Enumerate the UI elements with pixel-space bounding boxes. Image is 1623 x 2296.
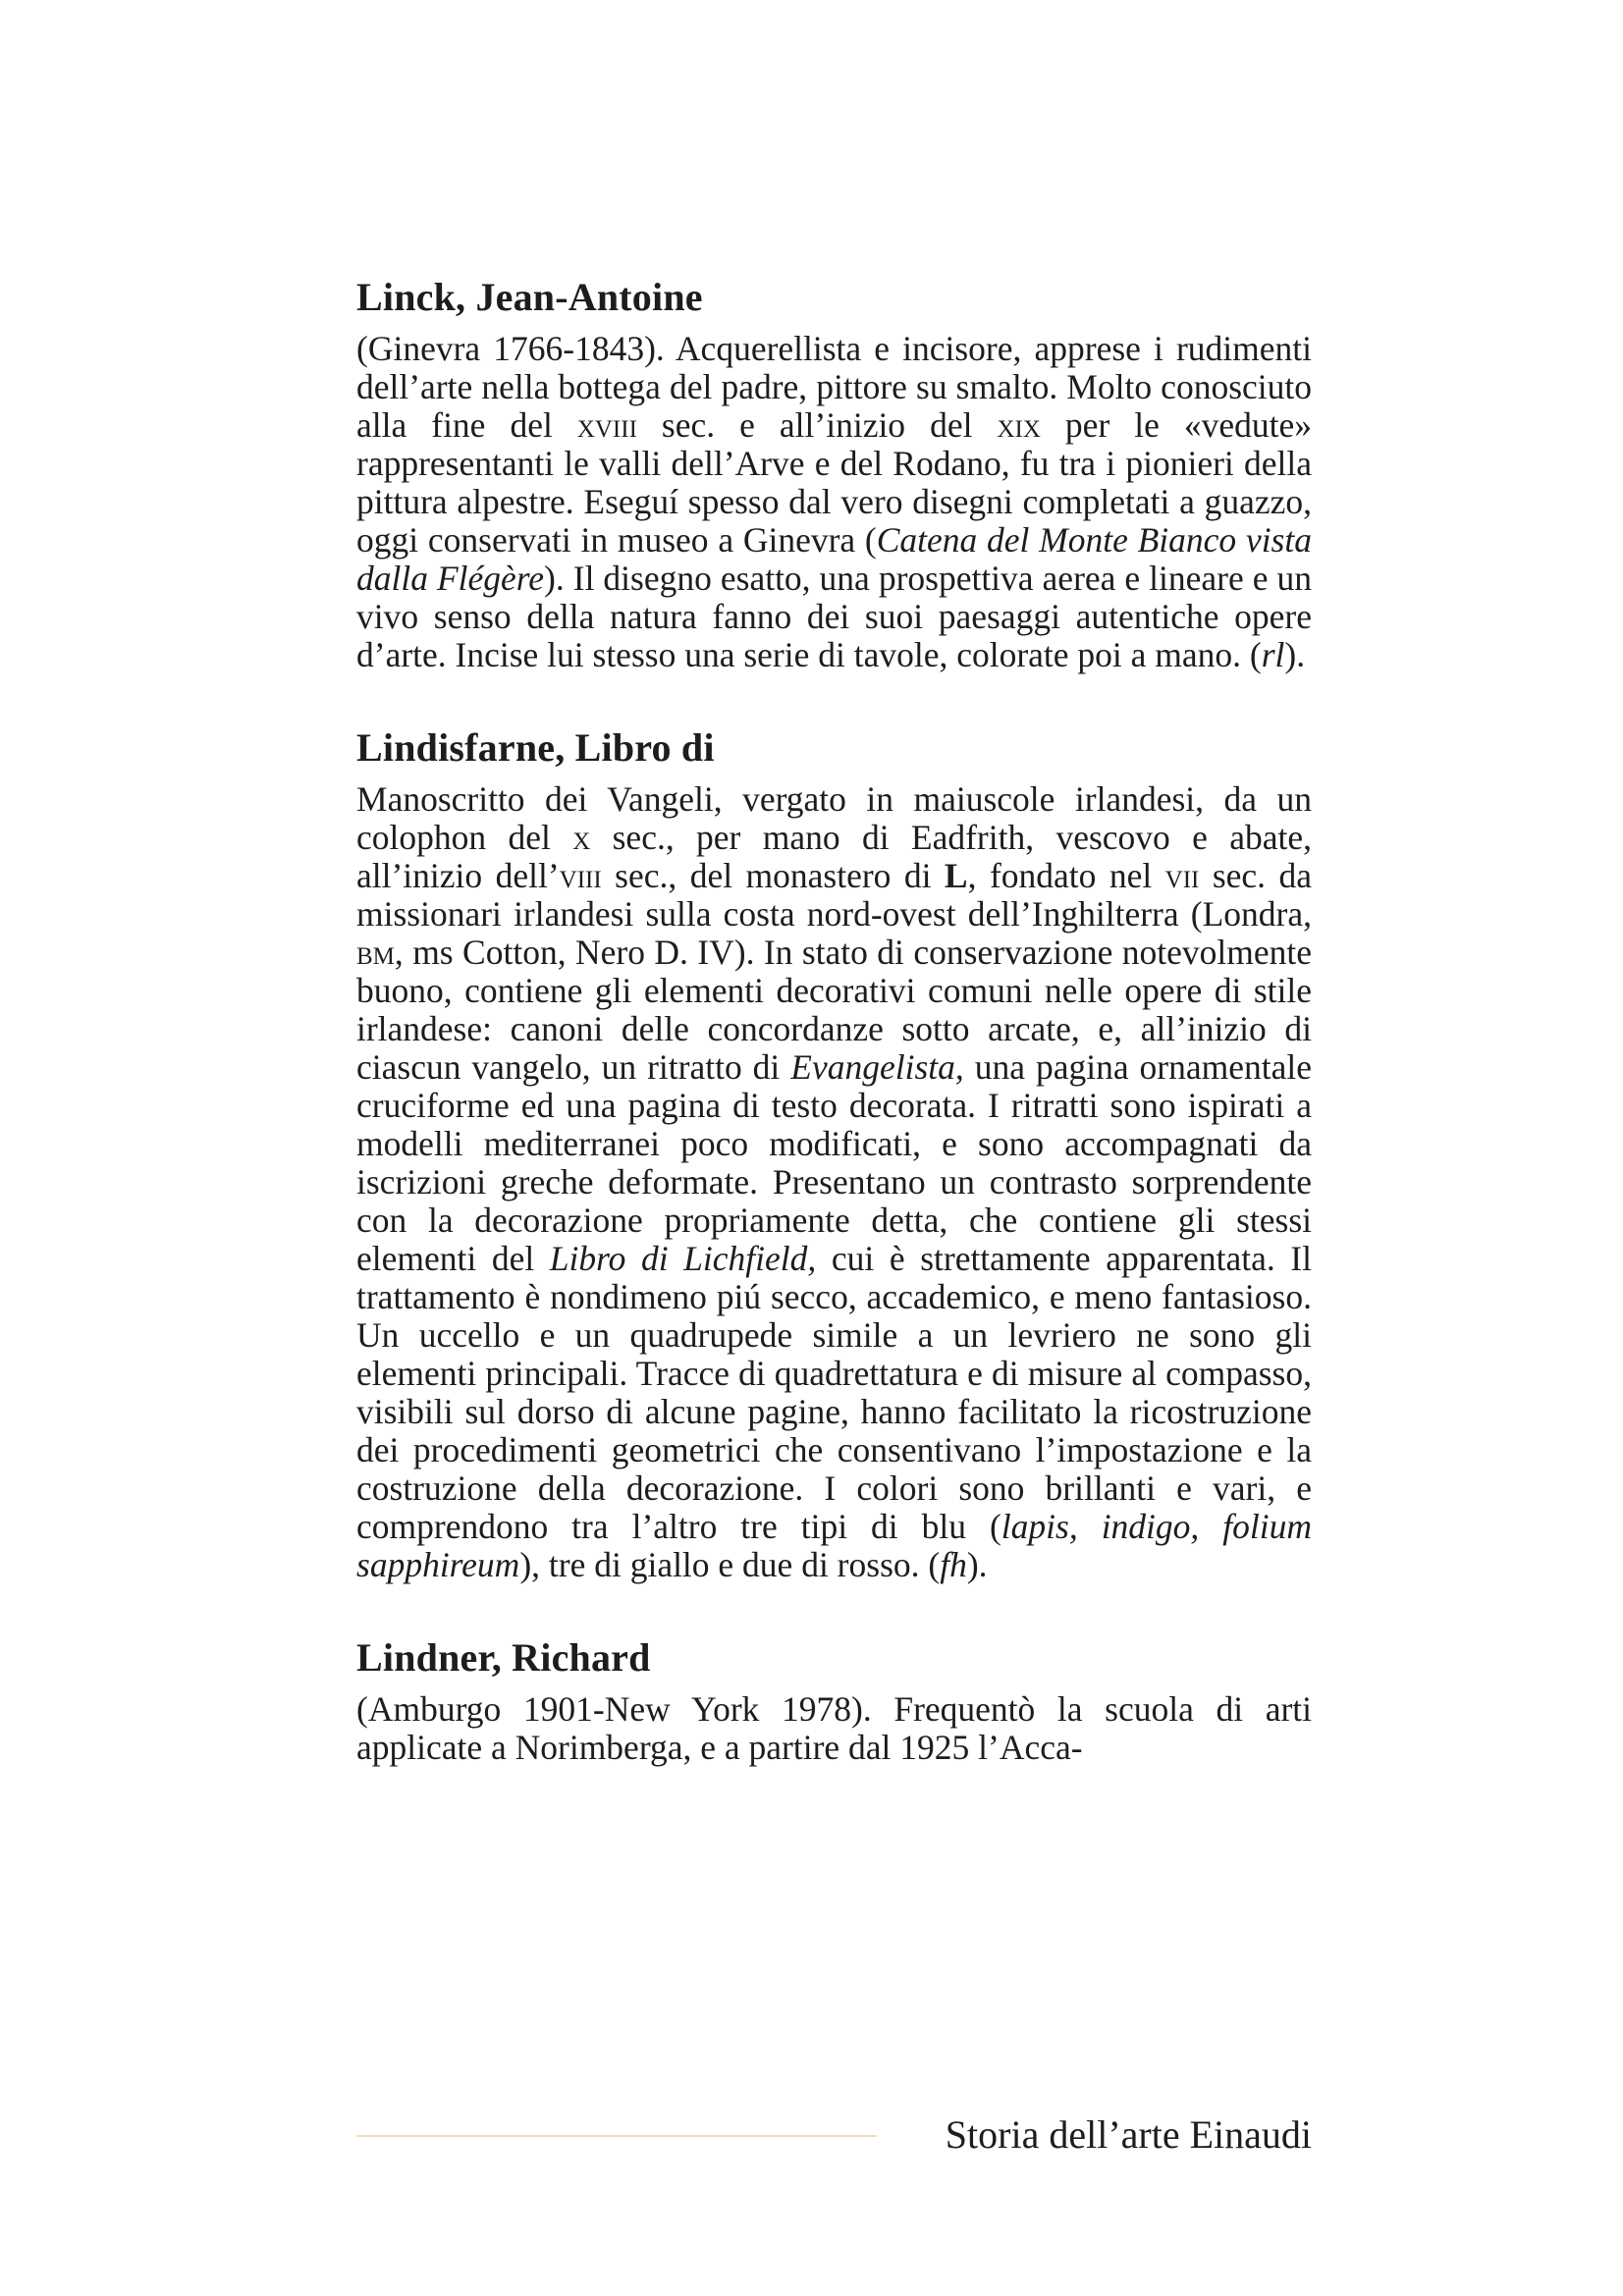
dictionary-entries	[356, 275, 1312, 1818]
entry-text: (Ginevra 1766-1843). Acquerellista e incisore, apprese i rudimenti dell’arte nella bottega del padre, pittore su smalto. Molto conosciuto alla fine del xviii sec. e all’inizio del xix per le «vedute» rappresentanti le valli dell’Arve e del Rodano, fu tra i pionieri della pittura alpestre. Eseguí spesso dal vero disegni completati a guazzo, oggi conservati in museo a Ginevra (Catena del Monte Bianco vista dalla Flégère). Il disegno esatto, una prospettiva aerea e lineare e un vivo senso della natura fanno dei suoi paesaggi autentiche opere d’arte. Incise lui stesso una serie di tavole, colorate poi a mano. (rl).	[356, 329, 1312, 674]
entry-title: Linck, Jean-Antoine	[356, 275, 703, 319]
entry-lindisfarne	[356, 725, 1312, 1584]
footer-rule	[356, 2135, 877, 2137]
entry-text: Manoscritto dei Vangeli, vergato in maiuscole irlandesi, da un colophon del x sec., per mano di Eadfrith, vescovo e abate, all’inizio dell’viii sec., del monastero di L, fondato nel vii sec. da missionari irlandesi sulla costa nord-ovest dell’Inghilterra (Londra, bm, ms Cotton, Nero D. IV). In stato di conservazione notevolmente buono, contiene gli elementi decorativi comuni nelle opere di stile irlandese: canoni delle concordanze sotto arcate, e, all’inizio di ciascun vangelo, un ritratto di Evangelista, una pagina ornamentale cruciforme ed una pagina di testo decorata. I ritratti sono ispirati a modelli mediterranei poco modificati, e sono accompagnati da iscrizioni greche deformate. Presentano un contrasto sorprendente con la decorazione propriamente detta, che contiene gli stessi elementi del Libro di Lichfield, cui è strettamente apparentata. Il trattamento è nondimeno piú secco, accademico, e meno fantasioso. Un uccello e un quadrupede simile a un levriero ne sono gli elementi principali. Tracce di quadrettatura e di misure al compasso, visibili sul dorso di alcune pagine, hanno facilitato la ricostruzione dei procedimenti geometrici che consentivano l’impostazione e la costruzione della decorazione. I colori sono brillanti e vari, e comprendono tra l’altro tre tipi di blu (lapis, indigo, folium sapphireum), tre di giallo e due di rosso. (fh).	[356, 779, 1313, 1584]
entry-linck	[356, 275, 1312, 674]
entry-title: Lindisfarne, Libro di	[356, 725, 715, 770]
entry-text: (Amburgo 1901-New York 1978). Frequentò la scuola di arti applicate a Norimberga, e a partire dal 1925 l’Acca-	[356, 1689, 1312, 1767]
page-footer	[356, 2112, 1312, 2162]
entry-lindner	[356, 1635, 1312, 1767]
footer-publisher: Storia dell’arte Einaudi	[945, 2112, 1312, 2157]
entry-title: Lindner, Richard	[356, 1635, 651, 1680]
